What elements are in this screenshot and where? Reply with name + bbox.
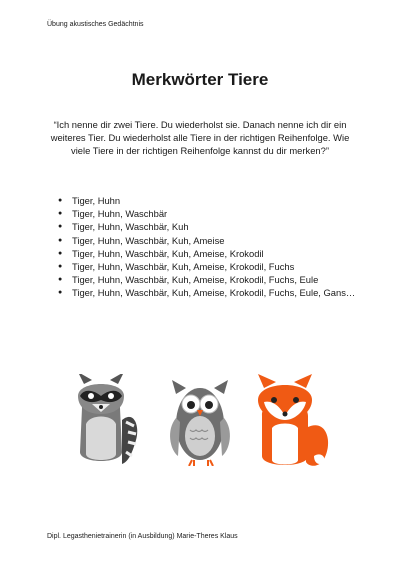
owl-illustration xyxy=(170,380,230,466)
list-item: ● Tiger, Huhn, Waschbär xyxy=(58,207,358,220)
instructions-text: “Ich nenne dir zwei Tiere. Du wiederholst sie. Danach nenne ich dir ein weiteres Tier. Du wiederholst alle Tiere in der richtigen Reihenfolge. Wie viele Tiere in der richtigen Reihenfolge kannst du dir merken?” xyxy=(50,119,350,156)
list-item: ● Tiger, Huhn, Waschbär, Kuh, Ameise, Krokodil, Fuchs, Eule, Gans… xyxy=(58,286,358,299)
fox-illustration xyxy=(258,374,328,466)
animal-illustrations xyxy=(70,374,332,466)
word-list xyxy=(58,194,358,300)
list-item: ● Tiger, Huhn, Waschbär, Kuh xyxy=(58,220,358,233)
list-item: ● Tiger, Huhn, Waschbär, Kuh, Ameise, Krokodil, Fuchs xyxy=(58,260,358,273)
list-item: ● Tiger, Huhn, Waschbär, Kuh, Ameise, Krokodil xyxy=(58,247,358,260)
list-item: ● Tiger, Huhn xyxy=(58,194,358,207)
list-item: ● Tiger, Huhn, Waschbär, Kuh, Ameise, Krokodil, Fuchs, Eule xyxy=(58,273,358,286)
raccoon-illustration xyxy=(78,374,137,464)
page-footer: Dipl. Legasthenietrainerin (in Ausbildung) Marie-Theres Klaus xyxy=(47,533,238,540)
list-item: ● Tiger, Huhn, Waschbär, Kuh, Ameise xyxy=(58,234,358,247)
page-title: Merkwörter Tiere xyxy=(131,70,269,89)
page-header: Übung akustisches Gedächtnis xyxy=(47,21,144,28)
